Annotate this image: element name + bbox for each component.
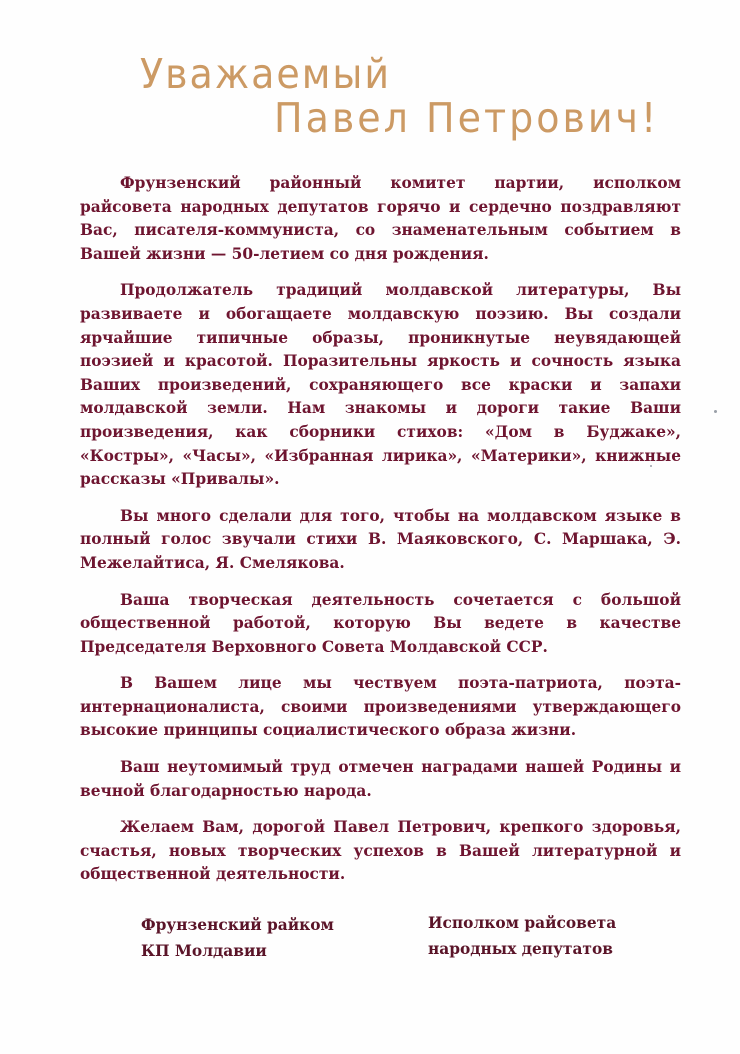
letter-body — [80, 172, 681, 900]
paragraph-awards: Ваш неутомимый труд отмечен наградами нашей Родины и вечной благодарностью народа. — [80, 758, 681, 800]
paragraph-translations: Вы много сделали для того, чтобы на молдавском языке в полный голос звучали стихи В. Маяковского, С. Маршака, Э. Межелайтиса, Я. Смелякова. — [80, 506, 681, 572]
greeting-heading-line1: Уважаемый — [140, 50, 392, 98]
paragraph-wishes: Желаем Вам, дорогой Павел Петрович, крепкого здоровья, счастья, новых творческих успехов в Вашей литературной и общественной деятельности. — [80, 818, 681, 884]
paragraph-literary-merits: Продолжатель традиций молдавской литературы, Вы развиваете и обогащаете молдавскую поэзию. Вы создали ярчайшие типичные образы, проникнутые неувядающей поэзией и красотой. Поразительны яркость и сочность языка Ваших произведений, сохраняющего все краски и запахи молдавской земли. Нам знакомы и дороги такие Ваши произведения, как сборники стихов: «Дом в Буджаке», «Костры», «Часы», «Избранная лирика», «Материки», книжные рассказы «Привалы». — [80, 281, 681, 489]
paragraph-patriot: В Вашем лице мы чествуем поэта-патриота, поэта-интернационалиста, своими произведениями утверждающего высокие принципы социалистического образа жизни. — [80, 674, 681, 740]
signature-district-committee — [141, 912, 334, 964]
signature-right-line2: народных депутатов — [428, 940, 613, 958]
signature-left-line1: Фрунзенский райком — [141, 916, 334, 934]
paper-speck — [714, 410, 717, 413]
signature-executive-committee — [428, 910, 616, 962]
paragraph-public-work: Ваша творческая деятельность сочетается с большой общественной работой, которую Вы ведете в качестве Председателя Верховного Совета Молдавской ССР. — [80, 590, 681, 656]
greeting-heading-line2: Павел Петрович! — [274, 94, 660, 142]
paragraph-congratulation: Фрунзенский районный комитет партии, исполком райсовета народных депутатов горячо и сердечно поздравляют Вас, писателя-коммуниста, со знаменательным событием в Вашей жизни — 50-летием со дня рождения. — [80, 174, 681, 263]
signature-left-line2: КП Молдавии — [141, 942, 267, 960]
paper-speck — [650, 465, 652, 467]
signature-right-line1: Исполком райсовета — [428, 914, 617, 932]
